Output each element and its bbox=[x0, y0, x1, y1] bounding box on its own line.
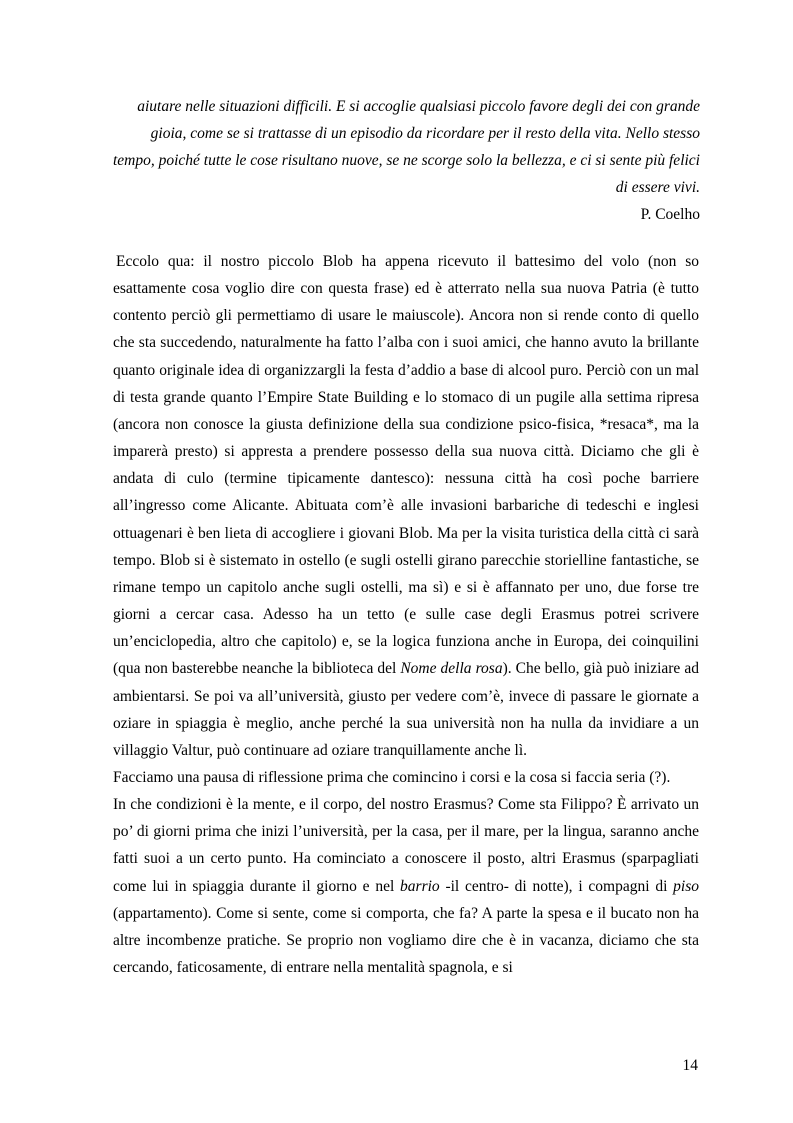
paragraph-3-text-b: -il centro- di notte), i compagni di bbox=[439, 877, 674, 895]
epigraph-author: P. Coelho bbox=[640, 206, 700, 223]
piso-emphasis: piso bbox=[673, 877, 699, 895]
paragraph-3 bbox=[113, 791, 699, 981]
epigraph-quote: aiutare nelle situazioni difficili. E si accoglie qualsiasi piccolo favore degli dei con grande gioia, come se si trattasse di un episodio da ricordare per il resto della vita. Nello stesso tempo, poiché tutte le cose risultano nuove, se ne scorge solo la bellezza, e ci si sente più felici di essere vivi. bbox=[112, 98, 700, 196]
body-text bbox=[113, 248, 699, 981]
barrio-emphasis: barrio bbox=[400, 877, 440, 895]
page-number: 14 bbox=[682, 1057, 698, 1074]
paragraph-3-text-a: In che condizioni è la mente, e il corpo, del nostro Erasmus? Come sta Filippo? È arrivato un po’ di giorni prima che inizi l’università, per la casa, per il mare, per la lingua, saranno anche fatti suoi a un certo punto. Ha cominciato a conoscere il posto, altri Erasmus (sparpagliati come lui in spiaggia durante il giorno e nel bbox=[113, 796, 699, 895]
paragraph-2: Facciamo una pausa di riflessione prima che comincino i corsi e la cosa si faccia seria (?). bbox=[113, 768, 671, 786]
paragraph-1-text-b: ). Che bello, già può iniziare ad ambientarsi. Se poi va all’università, giusto per vedere com’è, invece di passare le giornate a oziare in spiaggia è meglio, anche perché la sua università non ha nulla da invidiare a un villaggio Valtur, può continuare ad oziare tranquillamente anche lì. bbox=[113, 660, 699, 759]
book-title-emphasis: Nome della rosa bbox=[400, 660, 503, 678]
paragraph-1-text-a: Eccolo qua: il nostro piccolo Blob ha appena ricevuto il battesimo del volo (non so esattamente cosa voglio dire con questa frase) ed è atterrato nella sua nuova Patria (è tutto contento perciò gli permettiamo di usare le maiuscole). Ancora non si rende conto di quello che sta succedendo, naturalmente ha fatto l’alba con i suoi amici, che hanno avuto la brillante quanto originale idea di organizzargli la festa d’addio a base di alcool puro. Perciò con un mal di testa grande quanto l’Empire State Building e lo stomaco di un pugile alla settima ripresa (ancora non conosce la giusta definizione della sua condizione psico-fisica, *resaca*, ma la imparerà presto) si appresta a prendere possesso della sua nuova città. Diciamo che gli è andata di culo (termine tipicamente dantesco): nessuna città ha così poche barriere all’ingresso come Alicante. Abituata com’è alle invasioni barbariche di tedeschi e inglesi ottuagenari è ben lieta di accogliere i giovani Blob. Ma per la visita turistica della città ci sarà tempo. Blob si è sistemato in ostello (e sugli ostelli girano parecchie storielline fantastiche, se rimane tempo un capitolo anche sugli ostelli, ma sì) e si è affannato per uno, due forse tre giorni a cercar casa. Adesso ha un tetto (e sulle case degli Erasmus potrei scrivere un’enciclopedia, altro che capitolo) e, se la logica funziona anche in Europa, dei coinquilini (qua non basterebbe neanche la biblioteca del bbox=[113, 253, 699, 678]
paragraph-1 bbox=[113, 248, 699, 764]
paragraph-3-text-c: (appartamento). Come si sente, come si comporta, che fa? A parte la spesa e il bucato non ha altre incombenze pratiche. Se proprio non vogliamo dire che è in vacanza, diciamo che sta cercando, faticosamente, di entrare nella mentalità spagnola, e si bbox=[113, 904, 699, 977]
